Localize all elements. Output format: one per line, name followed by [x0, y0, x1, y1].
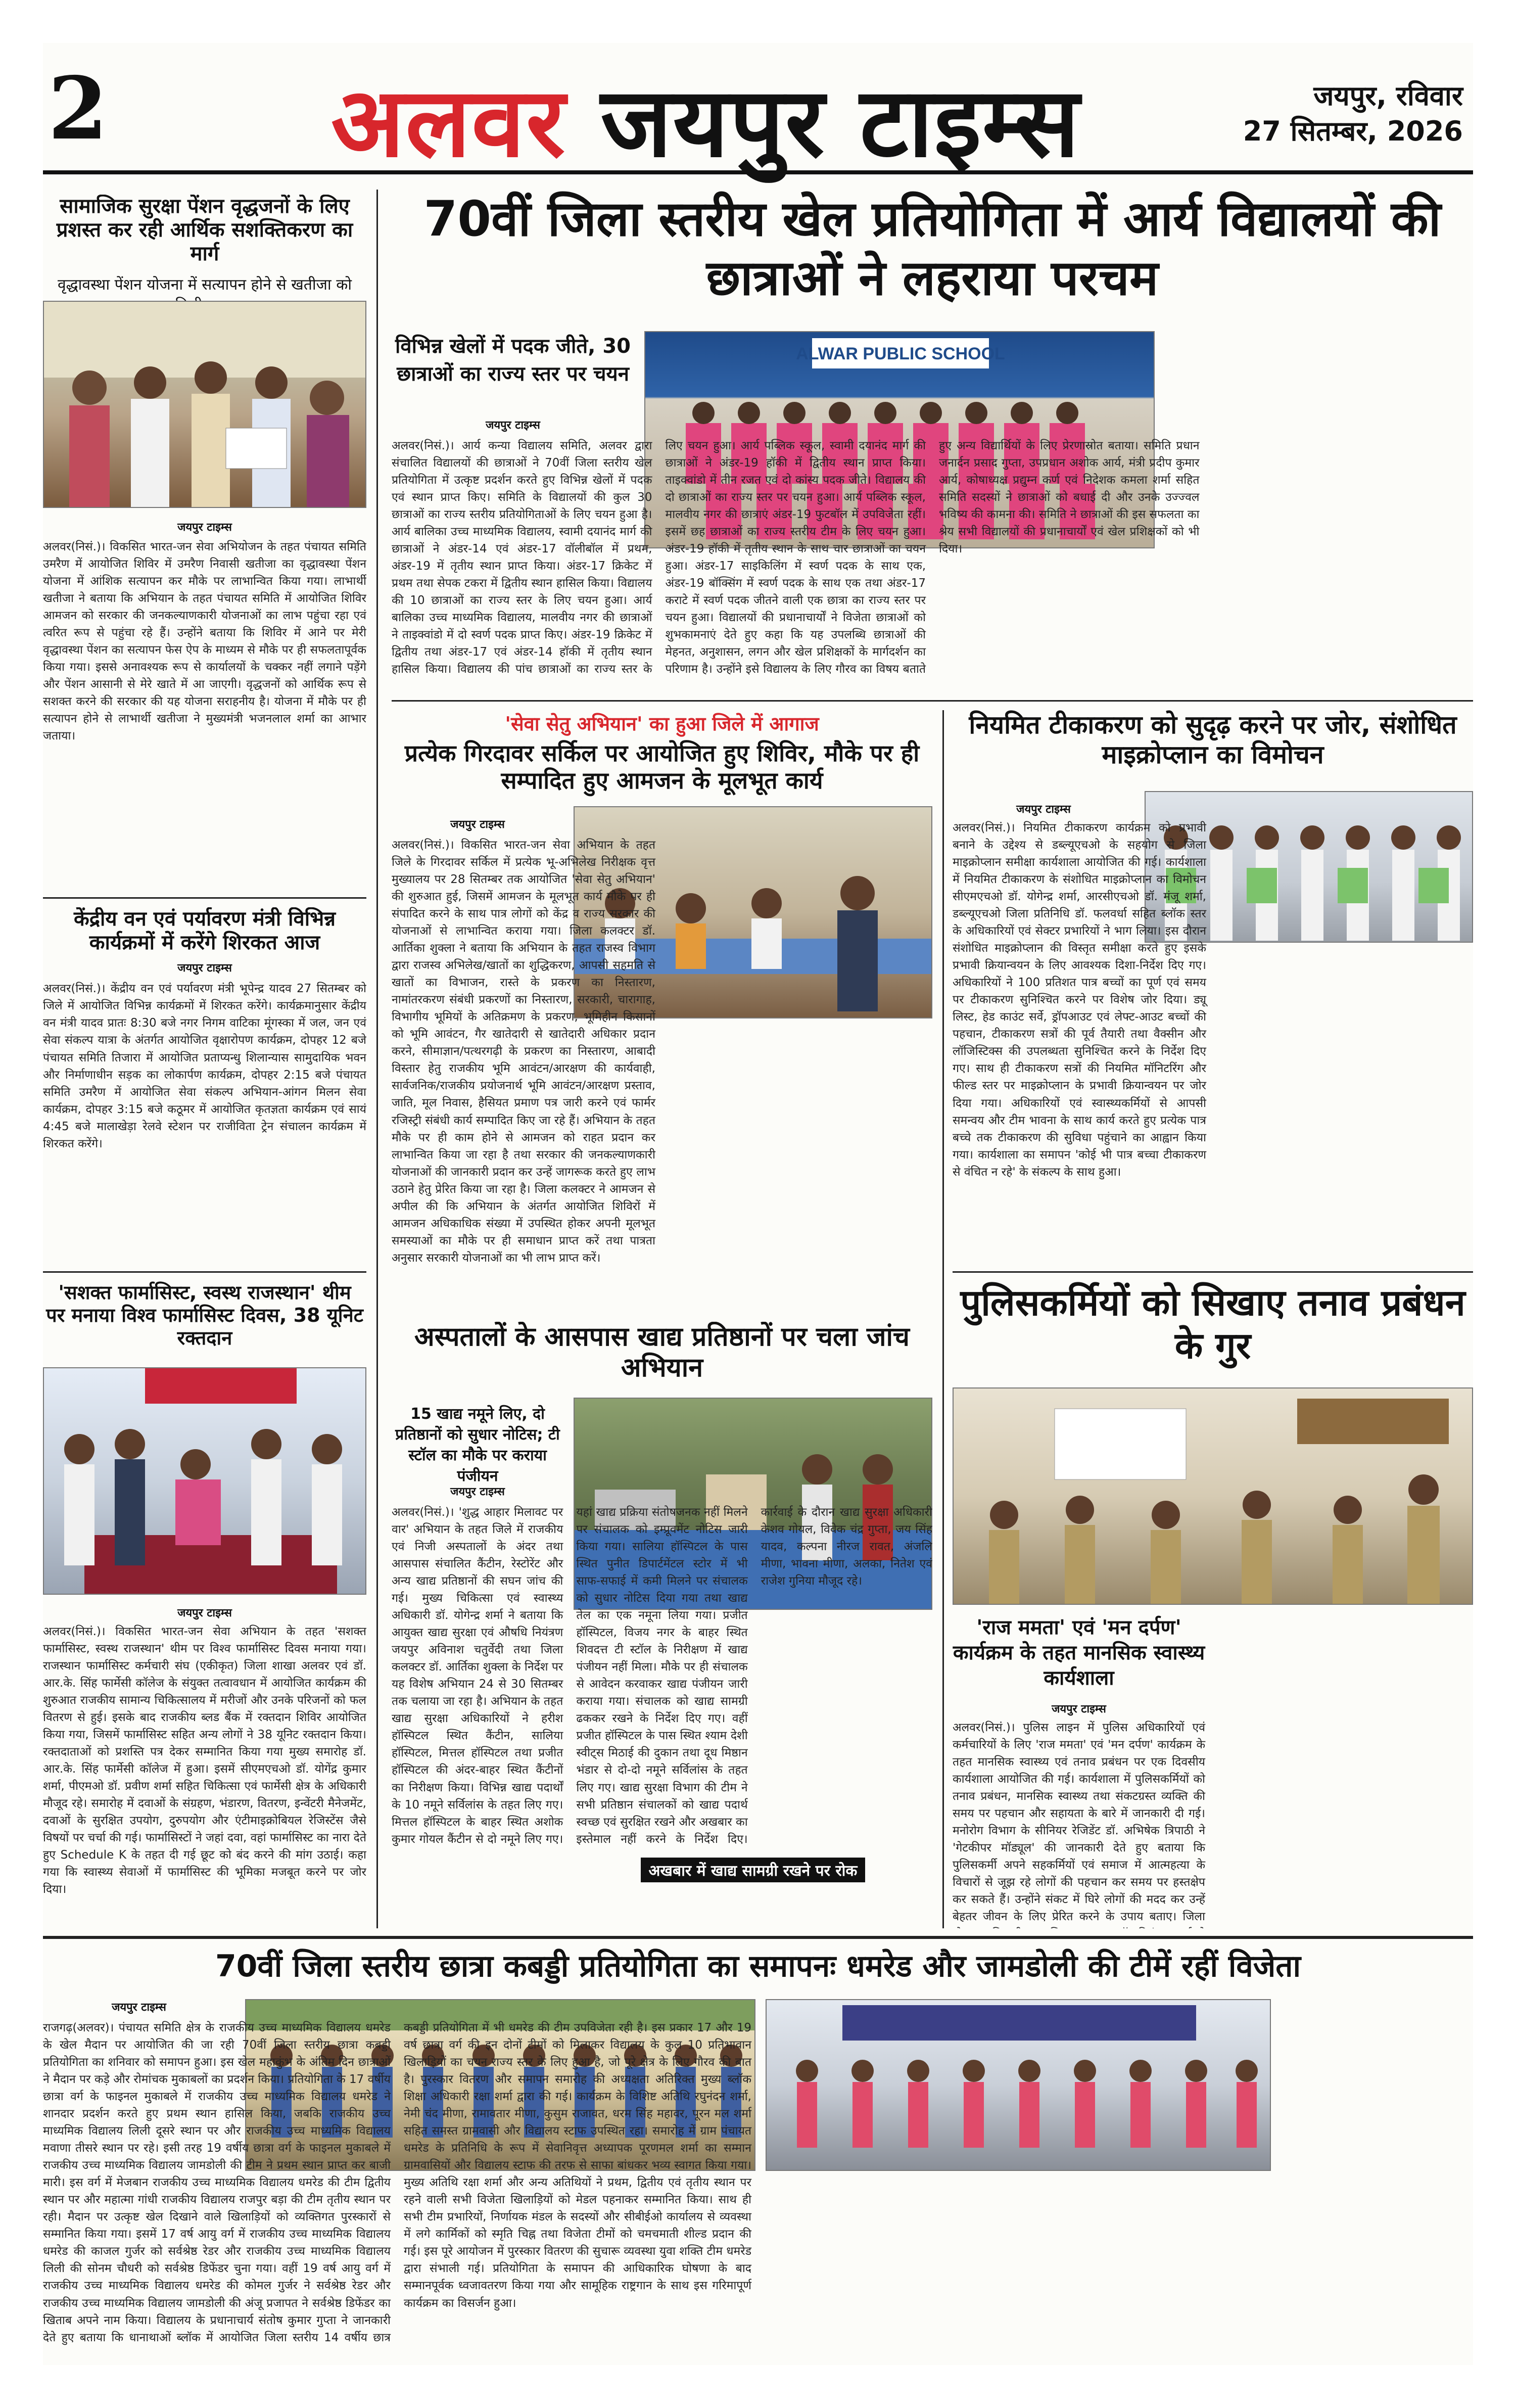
- story-kabaddi: [43, 1949, 1473, 2365]
- story-sports-byline: जयपुर टाइम्स: [486, 419, 540, 432]
- story-sports-body: अलवर(निसं.)। आर्य कन्या विद्यालय समिति, अलवर द्वारा संचालित विद्यालयों की छात्राओं ने 70वीं जिला स्तरीय खेल प्रतियोगिता में उत्कृष्ट प्रदर्शन करते हुए विभिन्न खेलों में पदक एवं स्थान प्राप्त किए। समिति के विद्यालयों की कुल 30 छात्राओं का राज्य स्तरीय प्रतियोगिताओं के लिए चयन हुआ है। आर्य बालिका उच्च माध्यमिक विद्यालय, स्वामी दयानंद मार्ग की छात्राओं ने अंडर-14 एवं अंडर-17 वॉलीबॉल में प्रथम, अंडर-19 में तृतीय स्थान प्राप्त किया। अंडर-17 क्रिकेट में प्रथम तथा सेपक टकरा में द्वितीय स्थान हासिल किया। विद्यालय की 10 छात्राओं का राज्य स्तर के लिए चयन हुआ। आर्य बालिका उच्च माध्यमिक विद्यालय, मालवीय नगर की छात्राओं ने ताइक्वांडो में दो स्वर्ण पदक प्राप्त किए। अंडर-19 क्रिकेट में द्वितीय तथा अंडर-17 एवं अंडर-14 हॉकी में तृतीय स्थान हासिल किया। विद्यालय की पांच छात्राओं का राज्य स्तर के लिए चयन हुआ। आर्य पब्लिक स्कूल, स्वामी दयानंद मार्ग की छात्राओं ने अंडर-19 हॉकी में द्वितीय स्थान प्राप्त किया। ताइक्वांडो में तीन रजत एवं दो कांस्य पदक जीते। विद्यालय की दो छात्राओं का राज्य स्तर पर चयन हुआ। आर्य पब्लिक स्कूल, मालवीय नगर की छात्राएं अंडर-19 फुटबॉल में उपविजेता रहीं। इसमें छह छात्राओं का राज्य स्तरीय टीम के लिए चयन हुआ। अंडर-19 हॉकी में तृतीय स्थान के साथ चार छात्राओं का चयन हुआ। अंडर-17 साइकिलिंग में स्वर्ण पदक के साथ एक, अंडर-19 बॉक्सिंग में स्वर्ण पदक के साथ एक तथा अंडर-17 कराटे में स्वर्ण पदक जीतने वाली एक छात्रा का राज्य स्तर पर चयन हुआ। विद्यालयों की प्रधानाचार्यों ने विजेता छात्राओं को शुभकामनाएं देते हुए कहा कि यह उपलब्धि छात्राओं की मेहनत, अनुशासन, लगन और खेल प्रशिक्षकों के मार्गदर्शन का परिणाम है। उन्होंने इसे विद्यालय के लिए गौरव का विषय बताते हुए अन्य विद्यार्थियों के लिए प्रेरणास्रोत बताया। समिति प्रधान जनार्दन प्रसाद गुप्ता, उपप्रधान अशोक आर्य, मंत्री प्रदीप कुमार आर्य, कोषाध्यक्ष प्रद्युम्न कर्ण एवं निदेशक कमला शर्मा सहित समिति सदस्यों ने छात्राओं को बधाई दी और उनके उज्ज्वल भविष्य की कामना की। समिति ने छात्राओं की इस सफलता का श्रेय सभी विद्यालयों की प्रधानाचार्यों एवं खेल प्रशिक्षकों को भी दिया।: [392, 439, 1200, 676]
- story-kabaddi-body: राजगढ़(अलवर)। पंचायत समिति क्षेत्र के राजकीय उच्च माध्यमिक विद्यालय धमरेड के खेल मैदान पर आयोजित की जा रही 70वीं जिला स्तरीय छात्रा कबड्डी प्रतियोगिता का शनिवार को समापन हुआ। इस खेल महाकुंभ के अंतिम दिन छात्राओं ने मैदान पर कड़े और रोमांचक मुकाबलों का प्रदर्शन किया। प्रतियोगिता के 17 वर्षीय छात्रा वर्ग के फाइनल मुकाबले में राजकीय उच्च माध्यमिक विद्यालय धमरेड ने शानदार प्रदर्शन करते हुए प्रथम स्थान हासिल किया, जबकि राजकीय उच्च माध्यमिक विद्यालय लिली दूसरे स्थान पर और राजकीय उच्च माध्यमिक विद्यालय मवाणा तीसरे स्थान पर रहे। इसी तरह 19 वर्षीय छात्रा वर्ग के फाइनल मुकाबले में राजकीय उच्च माध्यमिक विद्यालय जामडोली की टीम ने प्रथम स्थान प्राप्त कर बाजी मारी। इस वर्ग में मेजबान राजकीय उच्च माध्यमिक विद्यालय धमरेड की टीम द्वितीय स्थान पर और महात्मा गांधी राजकीय विद्यालय राजपुर बड़ा की टीम तृतीय स्थान पर रही। मैदान पर उत्कृष्ट खेल दिखाने वाले खिलाड़ियों को व्यक्तिगत पुरस्कारों से सम्मानित किया गया। इसमें 17 वर्ष आयु वर्ग में राजकीय उच्च माध्यमिक विद्यालय धमरेड की काजल गुर्जर को सर्वश्रेष्ठ रेडर और राजकीय उच्च माध्यमिक विद्यालय लिली की सोनम चौधरी को सर्वश्रेष्ठ डिफेंडर चुना गया। वहीं 19 वर्ष आयु वर्ग में राजकीय उच्च माध्यमिक विद्यालय धमरेड की कोमल गुर्जर ने सर्वश्रेष्ठ रेडर और राजकीय उच्च माध्यमिक विद्यालय जामडोली की अंजू प्रजापत ने सर्वश्रेष्ठ डिफेंडर का खिताब अपने नाम किया। विद्यालय के प्रधानाचार्य संतोष कुमार गुप्ता ने जानकारी देते हुए बताया कि धानाथाओं ब्लॉक में आयोजित जिला स्तरीय 14 वर्षीय छात्र कबड्डी प्रतियोगिता में भी धमरेड की टीम उपविजेता रही है। इस प्रकार 17 और 19 वर्ष छात्रा वर्ग की इन दोनों टीमों को मिलाकर विद्यालय के कुल 10 प्रतिभावान खिलाड़ियों का चयन राज्य स्तर के लिए हुआ है, जो पूरे क्षेत्र के लिए गौरव की बात है। पुरस्कार वितरण और समापन समारोह की अध्यक्षता अतिरिक्त मुख्य ब्लॉक शिक्षा अधिकारी रक्षा शर्मा द्वारा की गई। कार्यक्रम के विशिष्ट अतिथि रघुनंदन शर्मा, नेमी चंद मीणा, रामावतार मीणा, कुसुम राजावत, धरम सिंह महावर, पूरन मल शर्मा सहित समस्त ग्रामवासी और विद्यालय स्टाफ उपस्थित रहा। समारोह में ग्राम पंचायत धमरेड के प्रतिनिधि के रूप में सेवानिवृत्त अध्यापक पूरणमल शर्मा का सम्मान ग्रामवासियों और विद्यालय स्टाफ की तरफ से साफा बांधकर भव्य स्वागत किया गया। मुख्य अतिथि रक्षा शर्मा और अन्य अतिथियों ने प्रथम, द्वितीय एवं तृतीय स्थान पर रहने वाली सभी विजेता खिलाड़ियों को मेडल पहनाकर सम्मानित किया। साथ ही सभी टीम प्रभारियों, निर्णायक मंडल के सदस्यों और सीबीईओ कार्यालय से व्यवस्था में लगे कार्मिकों को स्मृति चिह्न तथा विजेता टीमों को चमचमाती शील्ड प्रदान की गई। इस पूरे आयोजन में पुरस्कार वितरण की सुचारू व्यवस्था युवा शक्ति टीम धमरेड द्वारा संभाली गई। प्रतियोगिता के समापन की आधिकारिक घोषणा के बाद सम्मानपूर्वक ध्वजावतरण किया गया और सामूहिक राष्ट्रगान के साथ इस गरिमापूर्ण कार्यक्रम का विसर्जन हुआ।: [43, 2021, 751, 2344]
- story-minister-headline: केंद्रीय वन एवं पर्यावरण मंत्री विभिन्न कार्यक्रमों में करेंगे शिरकत आज: [74, 907, 336, 955]
- pharmacist-photo-illustration: [44, 1368, 366, 1595]
- sports-photo-banner: ALWAR PUBLIC SCHOOL: [796, 344, 1005, 363]
- story-seva-byline: जयपुर टाइम्स: [450, 818, 505, 831]
- newspaper-page: [43, 43, 1473, 2365]
- dateline-date: 27 सितम्बर, 2026: [1243, 115, 1463, 147]
- story-vaccination-body: अलवर(निसं.)। नियमित टीकाकरण कार्यक्रम को प्रभावी बनाने के उद्देश्य से डब्ल्यूएचओ के सहयोग से जिला माइक्रोप्लान समीक्षा कार्यशाला आयोजित की गई। कार्यशाला में नियमित टीकाकरण के संशोधित माइक्रोप्लान का विमोचन सीएमएचओ डॉ. योगेन्द्र शर्मा, आरसीएचओ डॉ. मंजू शर्मा, डब्ल्यूएचओ जिला प्रतिनिधि डॉ. फलवर्धा सहित ब्लॉक स्तर के अधिकारियों एवं सेक्टर प्रभारियों ने भाग लिया। इस दौरान संशोधित माइक्रोप्लान की विस्तृत समीक्षा करते हुए इसके प्रभावी क्रियान्वयन के लिए आवश्यक दिशा-निर्देश दिए गए। अधिकारियों ने 100 प्रतिशत पात्र बच्चों का पूर्ण एवं समय पर टीकाकरण सुनिश्चित करने पर विशेष जोर दिया। ड्यू लिस्ट, हेड काउंट सर्वे, ड्रॉपआउट एवं लेफ्ट-आउट बच्चों की पहचान, टीकाकरण सत्रों की पूर्व तैयारी तथा वैक्सीन और लॉजिस्टिक्स की उपलब्धता सुनिश्चित करने के निर्देश दिए गए। साथ ही टीकाकरण सत्रों की नियमित मॉनिटरिंग और फील्ड स्तर पर माइक्रोप्लान के प्रभावी क्रियान्वयन पर जोर दिया गया। अधिकारियों एवं स्वास्थ्यकर्मियों से आपसी समन्वय और टीम भावना के साथ कार्य करते हुए प्रत्येक पात्र बच्चे तक टीकाकरण की सुविधा पहुंचाने का आह्वान किया गया। कार्यशाला का समापन 'कोई भी पात्र बच्चा टीकाकरण से वंचित न रहे' के संकल्प के साथ हुआ।: [953, 821, 1206, 1179]
- story-vaccination-byline: जयपुर टाइम्स: [1016, 803, 1071, 816]
- story-kabaddi-byline: जयपुर टाइम्स: [112, 2001, 166, 2014]
- divider: [953, 1271, 1473, 1273]
- story-food-section-tag-wrap: [574, 1858, 932, 1882]
- story-food-headline: अस्पतालों के आसपास खाद्य प्रतिष्ठानों पर चला जांच अभियान: [414, 1322, 910, 1383]
- brand-red-word: अलवर: [331, 67, 566, 178]
- brand-black-words: जयपुर टाइम्स: [600, 67, 1080, 178]
- story-pension-subhead: वृद्धावस्था पेंशन योजना में सत्यापन होने से खतीजा को: [58, 275, 352, 294]
- story-seva-body: अलवर(निसं.)। विकसित भारत-जन सेवा अभियान के तहत जिले के गिरदावर सर्किल में प्रत्येक भू-अभिलेख निरीक्षक वृत्त मुख्यालय पर 28 सितम्बर तक आयोजित 'सेवा सेतु अभियान' की शुरुआत हुई, जिसमें आमजन के मूलभूत कार्य मौके पर ही संपादित करने के साथ पात्र लोगों को केंद्र व राज्य सरकार की योजनाओं से लाभान्वित कराया गया। जिला कलक्टर डॉ. आर्तिका शुक्ला ने बताया कि अभियान के तहत राजस्व विभाग द्वारा राजस्व अभिलेख/खातों का शुद्धिकरण, आपसी सहमति से खातों का विभाजन, रास्ते के प्रकरण का निस्तारण, नामांतरकरण संबंधी प्रकरणों का निस्तारण, सरकारी, चारागाह, विभागीय भूमियों के अतिक्रमण के प्रकरण, भूमिहीन किसानों को भूमि आवंटन, गैर खातेदारी से खातेदारी अधिकार प्रदान करने, सीमाज्ञान/पत्थरगढ़ी के प्रकरण का निस्तारण, आबादी विस्तार हेतु राजकीय भूमि आवंटन/आरक्षण की कार्यवाही, सार्वजनिक/राजकीय प्रयोजनार्थ भूमि आवंटन/आरक्षण प्रस्ताव, जाति, मूल निवास, हैसियत प्रमाण पत्र जारी करने एवं फार्मर रजिस्ट्री संबंधी कार्य सम्पादित किए जा रहे हैं। अभियान के तहत मौके पर ही काम होने से आमजन को राहत प्रदान कर लाभान्वित किया जा रहा है तथा सरकार की जनकल्याणकारी योजनाओं की जानकारी प्रदान कर उन्हें जागरूक करते हुए लाभ उठाने हेतु प्रेरित किया जा रहा है। जिला कलक्टर ने आमजन से अपील की कि अभियान के अंतर्गत आयोजित शिविरों में आमजन अधिकाधिक संख्या में उपस्थित होकर अपनी मूलभूत समस्याओं का मौके पर ही समाधान प्राप्त करें तथा पात्रता अनुसार सरकारी योजनाओं का भी लाभ प्राप्त करें।: [392, 839, 655, 1265]
- story-vaccination-headline: नियमित टीकाकरण को सुदृढ़ करने पर जोर, संशोधित माइक्रोप्लान का विमोचन: [969, 710, 1457, 769]
- story-pension-headline: सामाजिक सुरक्षा पेंशन वृद्धजनों के लिए प्रशस्त कर रही आर्थिक सशक्तिकरण का मार्ग: [56, 195, 353, 266]
- story-food-body: अलवर(निसं.)। 'शुद्ध आहार मिलावट पर वार' अभियान के तहत जिले में राजकीय एवं निजी अस्पतालों के अंदर तथा आसपास संचालित कैंटीन, रेस्टोरेंट और अन्य खाद्य प्रतिष्ठानों की सघन जांच की गई। मुख्य चिकित्सा एवं स्वास्थ्य अधिकारी डॉ. योगेन्द्र शर्मा ने बताया कि आयुक्त खाद्य सुरक्षा एवं औषधि नियंत्रण जयपुर अविनाश चतुर्वेदी तथा जिला कलक्टर डॉ. आर्तिका शुक्ला के निर्देश पर यह विशेष अभियान 24 से 30 सितम्बर तक चलाया जा रहा है। अभियान के तहत खाद्य सुरक्षा अधिकारियों ने हरीश हॉस्पिटल स्थित कैंटीन, सालिया हॉस्पिटल, मित्तल हॉस्पिटल तथा प्रजीत हॉस्पिटल की अंदर-बाहर स्थित कैंटीनों का निरीक्षण किया। विभिन्न खाद्य पदार्थों के 10 नमूने सर्विलांस के तहत लिए गए। मित्तल हॉस्पिटल के बाहर स्थित अशोक कुमार गोयल कैंटीन से दो नमूने लिए गए। यहां खाद्य प्रक्रिया संतोषजनक नहीं मिलने पर संचालक को इम्प्रूवमेंट नोटिस जारी किया गया। सालिया हॉस्पिटल के पास स्थित पुनीत डिपार्टमेंटल स्टोर में भी साफ-सफाई में कमी मिलने पर संचालक को सुधार नोटिस दिया गया तथा खाद्य तेल का एक नमूना लिया गया। प्रजीत हॉस्पिटल, विजय नगर के बाहर स्थित शिवदत्त टी स्टॉल के निरीक्षण में खाद्य पंजीयन नहीं मिला। मौके पर ही संचालक से आवेदन करवाकर खाद्य पंजीयन जारी कराया गया। संचालक को खाद्य सामग्री ढककर रखने के निर्देश दिए गए। वहीं प्रजीत हॉस्पिटल के पास स्थित श्याम देशी स्वीट्स मिठाई की दुकान तथा दूध मिष्ठान भंडार से दो-दो नमूने सर्विलांस के तहत लिए गए। खाद्य सुरक्षा विभाग की टीम ने सभी प्रतिष्ठान संचालकों को खाद्य पदार्थ स्वच्छ एवं सुरक्षित रखने और अखबार का इस्तेमाल नहीं करने के निर्देश दिए। कार्रवाई के दौरान खाद्य सुरक्षा अधिकारी केशव गोयल, विवेक चंद्र गुप्ता, जय सिंह यादव, कल्पना नीरज रावत, अंजलि मीणा, भावना मीणा, अलका, नितेश एवं राजेश गुनिया मौजूद रहे।: [392, 1506, 932, 1846]
- story-seva: [392, 710, 932, 1312]
- story-police-body-continued: [1218, 1615, 1473, 1926]
- story-sports-headline: 70वीं जिला स्तरीय खेल प्रतियोगिता में आर्य विद्यालयों की छात्राओं ने लहराया परचम: [423, 191, 1441, 307]
- police-photo-illustration: [954, 1388, 1473, 1605]
- story-food-section-tag: अखबार में खाद्य सामग्री रखने पर रोक: [641, 1858, 866, 1882]
- story-sports-subhead: विभिन्न खेलों में पदक जीते, 30 छात्राओं का राज्य स्तर पर चयन: [395, 335, 631, 386]
- column-divider: [942, 710, 944, 1312]
- divider: [392, 700, 1473, 702]
- story-police-body: अलवर(निसं.)। पुलिस लाइन में पुलिस अधिकारियों एवं कर्मचारियों के लिए 'राज ममता' एवं 'मन दर्पण' कार्यक्रम के तहत मानसिक स्वास्थ्य एवं तनाव प्रबंधन पर एक दिवसीय कार्यशाला आयोजित की गई। कार्यशाला में पुलिसकर्मियों को तनाव प्रबंधन, मानसिक स्वास्थ्य तथा संकटग्रस्त व्यक्ति की समय पर पहचान और सहायता के बारे में जानकारी दी गई। मनोरोग विभाग के सीनियर रेजिडेंट डॉ. अभिषेक त्रिपाठी ने 'गेटकीपर मॉड्यूल' की जानकारी देते हुए बताया कि पुलिसकर्मी अपने सहकर्मियों एवं समाज में आत्महत्या के विचारों से जूझ रहे लोगों की पहचान कर समय पर हस्तक्षेप कर सकते हैं। उन्होंने संकट में घिरे लोगों की मदद कर उन्हें बेहतर जीवन के लिए प्रेरित करने के उपाय बताए। जिला: [953, 1721, 1205, 1924]
- story-kabaddi-headline: 70वीं जिला स्तरीय छात्रा कबड्डी प्रतियोगिता का समापनः धमरेड और जामडोली की टीमें रहीं विजेता: [215, 1949, 1301, 1984]
- story-police: [953, 1281, 1473, 1928]
- story-food-byline: जयपुर टाइम्स: [450, 1486, 505, 1498]
- story-seva-headline: प्रत्येक गिरदावर सर्किल पर आयोजित हुए शिविर, मौके पर ही सम्पादित हुए आमजन के मूलभूत कार्य: [404, 739, 920, 795]
- story-pharmacist-byline: जयपुर टाइम्स: [177, 1607, 232, 1619]
- story-pharmacist-photo: [43, 1367, 366, 1595]
- story-police-byline: जयपुर टाइम्स: [1052, 1703, 1106, 1716]
- story-vaccination: [953, 710, 1473, 1266]
- story-pension: [43, 195, 366, 892]
- story-sports: [392, 190, 1473, 695]
- masthead: [43, 43, 1473, 178]
- story-pension-body: अलवर(निसं.)। विकसित भारत-जन सेवा अभियोजन के तहत पंचायत समिति उमरैण में आयोजित शिविर में उमरैण निवासी खतीजा का वृद्धावस्था पेंशन योजना में आंशिक सत्यापन कर मौके पर लाभान्वित किया गया। लाभार्थी खतीजा ने बताया कि अभियान के तहत पंचायत समिति में आयोजित शिविर आमजन को सरकार की जनकल्याणकारी योजनाओं का लाभ पहुंचा रहा एवं त्वरित रूप से पहुंचा रहे हैं। उन्होंने बताया कि शिविर में आने पर मेरी वृद्धावस्था पेंशन का सत्यापन फेस ऐप के माध्यम से मौके पर ही सफलतापूर्वक किया गया। इससे अनावश्यक रूप से कार्यालयों के चक्कर नहीं लगाने पड़ेंगे और पेंशन आसानी से मेरे खाते में आ जाएगी। वृद्धजनों को आर्थिक रूप से सशक्त करने की सरकार की यह योजना सराहनीय है। योजना में मौके पर ही सत्यापन होने से लाभार्थी खतीजा ने मुख्यमंत्री भजनलाल शर्मा का आभार जताया।: [43, 540, 366, 743]
- divider: [43, 1936, 1473, 1939]
- story-pension-byline: जयपुर टाइम्स: [177, 521, 232, 534]
- story-police-headline: पुलिसकर्मियों को सिखाए तनाव प्रबंधन के गुर: [960, 1281, 1465, 1367]
- story-pharmacist: [43, 1281, 366, 1928]
- story-pharmacist-body: अलवर(निसं.)। विकसित भारत-जन सेवा अभियान के तहत 'सशक्त फार्मासिस्ट, स्वस्थ राजस्थान' थीम पर विश्व फार्मासिस्ट दिवस मनाया गया। राजस्थान फार्मासिस्ट कर्मचारी संघ (एकीकृत) जिला शाखा अलवर एवं डॉ. आर.के. सिंह फार्मेसी कॉलेज के संयुक्त तत्वावधान में आयोजित कार्यक्रम की शुरुआत राजकीय सामान्य चिकित्सालय में मरीजों और उनके परिजनों को फल वितरण से हुई। इसके बाद राजकीय ब्लड बैंक में रक्तदान शिविर आयोजित किया गया, जिसमें फार्मासिस्ट सहित अन्य लोगों ने 38 यूनिट रक्तदान किया। रक्तदाताओं को प्रशस्ति पत्र देकर सम्मानित किया गया मुख्य समारोह डॉ. आर.के. सिंह फार्मेसी कॉलेज में हुआ। इसमें सीएमएचओ डॉ. योगेंद्र कुमार शर्मा, पीएमओ डॉ. प्रवीण शर्मा सहित चिकित्सा एवं फार्मेसी क्षेत्र के अधिकारी मौजूद रहे। समारोह में दवाओं के संग्रहण, भंडारण, वितरण, इन्वेंटरी मैनेजमेंट, दवाओं के सुरक्षित उपयोग, दुरुपयोग और एंटीमाइक्रोबियल रेजिस्टेंस जैसे विषयों पर चर्चा की गई। फार्मासिस्टों ने जहां दवा, वहां फार्मासिस्ट का नारा देते हुए Schedule K के तहत दी गई छूट को बंद करने की मांग उठाई। कहा गया कि स्वास्थ्य सेवाओं में फार्मासिस्ट की भूमिका मजबूत करने पर जोर दिया।: [43, 1625, 366, 1896]
- story-minister: [43, 907, 366, 1266]
- dateline: [1243, 78, 1463, 149]
- story-pharmacist-headline: 'सशक्त फार्मासिस्ट, स्वस्थ राजस्थान' थीम पर मनाया विश्व फार्मासिस्ट दिवस, 38 यूनिट रक्तदान: [46, 1281, 363, 1349]
- column-divider: [942, 1281, 944, 1928]
- column-divider: [376, 190, 378, 1928]
- dateline-city-day: जयपुर, रविवार: [1313, 80, 1463, 112]
- page-number: 2: [48, 58, 108, 159]
- story-pension-photo: [43, 301, 366, 508]
- story-food-subhead: 15 खाद्य नमूने लिए, दो प्रतिष्ठानों को सुधार नोटिस; टी स्टॉल का मौके पर कराया पंजीयन: [395, 1405, 560, 1485]
- story-minister-byline: जयपुर टाइम्स: [177, 962, 232, 975]
- newspaper-brand: [331, 53, 1080, 184]
- story-minister-body: अलवर(निसं.)। केंद्रीय वन एवं पर्यावरण मंत्री भूपेन्द्र यादव 27 सितम्बर को जिले में आयोजित विभिन्न कार्यक्रमों में शिरकत करेंगे। कार्यक्रमानुसार केंद्रीय वन मंत्री यादव प्रातः 8:30 बजे नगर निगम वाटिका मूंगस्का में जल, जन एवं सेवा संकल्प यात्रा के अंतर्गत आयोजित वृक्षारोपण कार्यक्रम, दोपहर 12 बजे पंचायत समिति तिजारा में आयोजित प्रताप्यन्धु शिलान्यास सामुदायिक भवन और निर्माणाधीन सड़क का लोकार्पण कार्यक्रम, दोपहर 2:15 बजे पंचायत समिति उमरैण में आयोजित सेवा संकल्प अभियान-आंगन मिलन सेवा कार्यक्रम, दोपहर 3:15 बजे कठूमर में आयोजित कृतज्ञता कार्यक्रम एवं सायं 4:45 बजे मालाखेड़ा रेलवे स्टेशन पर राजीविता ट्रेन संचालन कार्यक्रम में शिरकत करेंगे।: [43, 982, 366, 1150]
- story-police-subhead: 'राज ममता' एवं 'मन दर्पण' कार्यक्रम के तहत मानसिक स्वास्थ्य कार्यशाला: [953, 1616, 1205, 1690]
- pension-photo-illustration: [44, 302, 366, 508]
- story-police-photo: [953, 1387, 1473, 1605]
- divider: [43, 897, 366, 899]
- divider: [43, 1271, 366, 1273]
- story-seva-kicker: 'सेवा सेतु अभियान' का हुआ जिले में आगाज: [505, 713, 819, 735]
- story-food: [392, 1322, 932, 1928]
